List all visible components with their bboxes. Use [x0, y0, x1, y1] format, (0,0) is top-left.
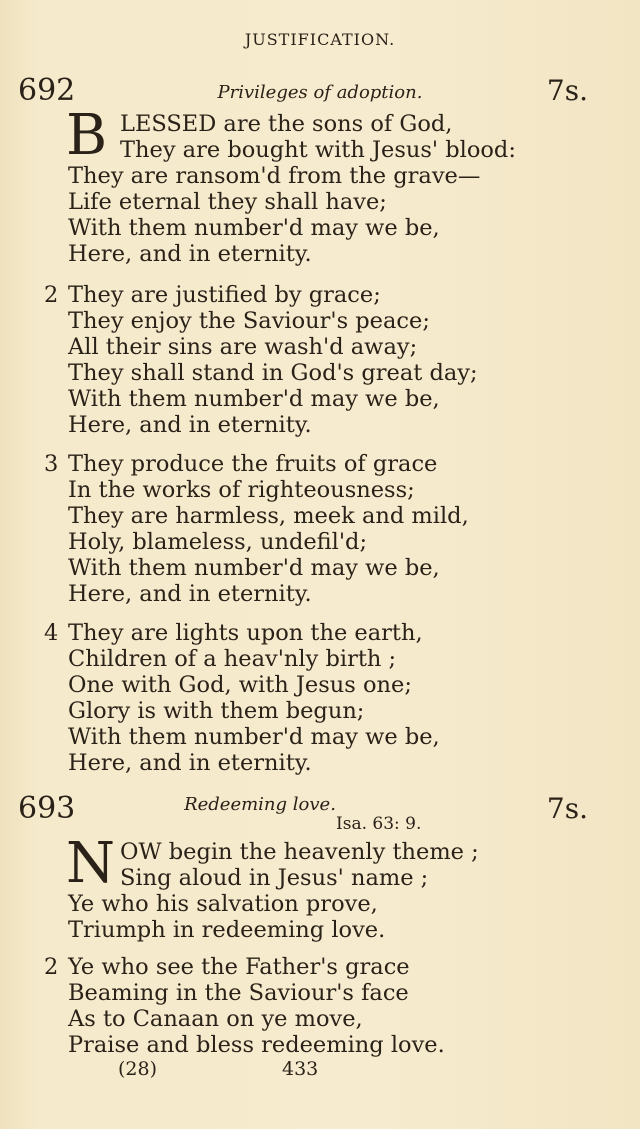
verse-line: They are justified by grace;: [68, 282, 381, 308]
verse-number: 2: [44, 954, 59, 980]
verse-line: Sing aloud in Jesus' name ;: [120, 865, 429, 891]
verse-line: Ye who his salvation prove,: [68, 891, 378, 917]
signature-mark: (28): [118, 1058, 158, 1080]
verse-line: In the works of righteousness;: [68, 477, 415, 503]
verse-line: They are bought with Jesus' blood:: [120, 137, 516, 163]
verse-line: Triumph in redeeming love.: [68, 917, 386, 943]
hymn-title: Privileges of adoption.: [217, 82, 423, 103]
drop-cap: N: [66, 831, 115, 896]
page-number: 433: [282, 1058, 319, 1080]
hymn-title: Redeeming love.: [184, 794, 336, 815]
verse-line: They are lights upon the earth,: [68, 620, 423, 646]
hymn-number: 693: [18, 791, 76, 826]
verse-line: All their sins are wash'd away;: [68, 334, 418, 360]
hymn-number: 692: [18, 73, 76, 108]
hymn-meter: 7s.: [546, 792, 588, 825]
verse-line: Praise and bless redeeming love.: [68, 1032, 445, 1058]
verse-line: One with God, with Jesus one;: [68, 672, 412, 698]
verse-line: With them number'd may we be,: [68, 555, 440, 581]
verse-line: Here, and in eternity.: [68, 412, 312, 438]
verse-line: They produce the fruits of grace: [68, 451, 438, 477]
verse-number: 3: [44, 451, 59, 477]
hymn-meter: 7s.: [546, 74, 588, 107]
verse-line: With them number'd may we be,: [68, 724, 440, 750]
verse-line: Beaming in the Saviour's face: [68, 980, 409, 1006]
verse-line: With them number'd may we be,: [68, 386, 440, 412]
verse-line: They enjoy the Saviour's peace;: [68, 308, 430, 334]
verse-line: LESSED are the sons of God,: [120, 111, 453, 137]
verse-line: With them number'd may we be,: [68, 215, 440, 241]
drop-cap: B: [66, 103, 108, 168]
scripture-reference: Isa. 63: 9.: [336, 814, 422, 834]
verse-number: 4: [44, 620, 59, 646]
verse-line: They shall stand in God's great day;: [68, 360, 478, 386]
verse-line: Holy, blameless, undefil'd;: [68, 529, 368, 555]
verse-number: 2: [44, 282, 59, 308]
verse-line: As to Canaan on ye move,: [68, 1006, 363, 1032]
verse-line: Here, and in eternity.: [68, 750, 312, 776]
running-header: JUSTIFICATION.: [244, 30, 396, 49]
verse-line: They are harmless, meek and mild,: [68, 503, 469, 529]
verse-line: Here, and in eternity.: [68, 581, 312, 607]
verse-line: OW begin the heavenly theme ;: [120, 839, 479, 865]
verse-line: Life eternal they shall have;: [68, 189, 387, 215]
verse-line: Here, and in eternity.: [68, 241, 312, 267]
verse-line: Children of a heav'nly birth ;: [68, 646, 397, 672]
verse-line: Glory is with them begun;: [68, 698, 365, 724]
verse-line: Ye who see the Father's grace: [68, 954, 410, 980]
verse-line: They are ransom'd from the grave—: [68, 163, 481, 189]
